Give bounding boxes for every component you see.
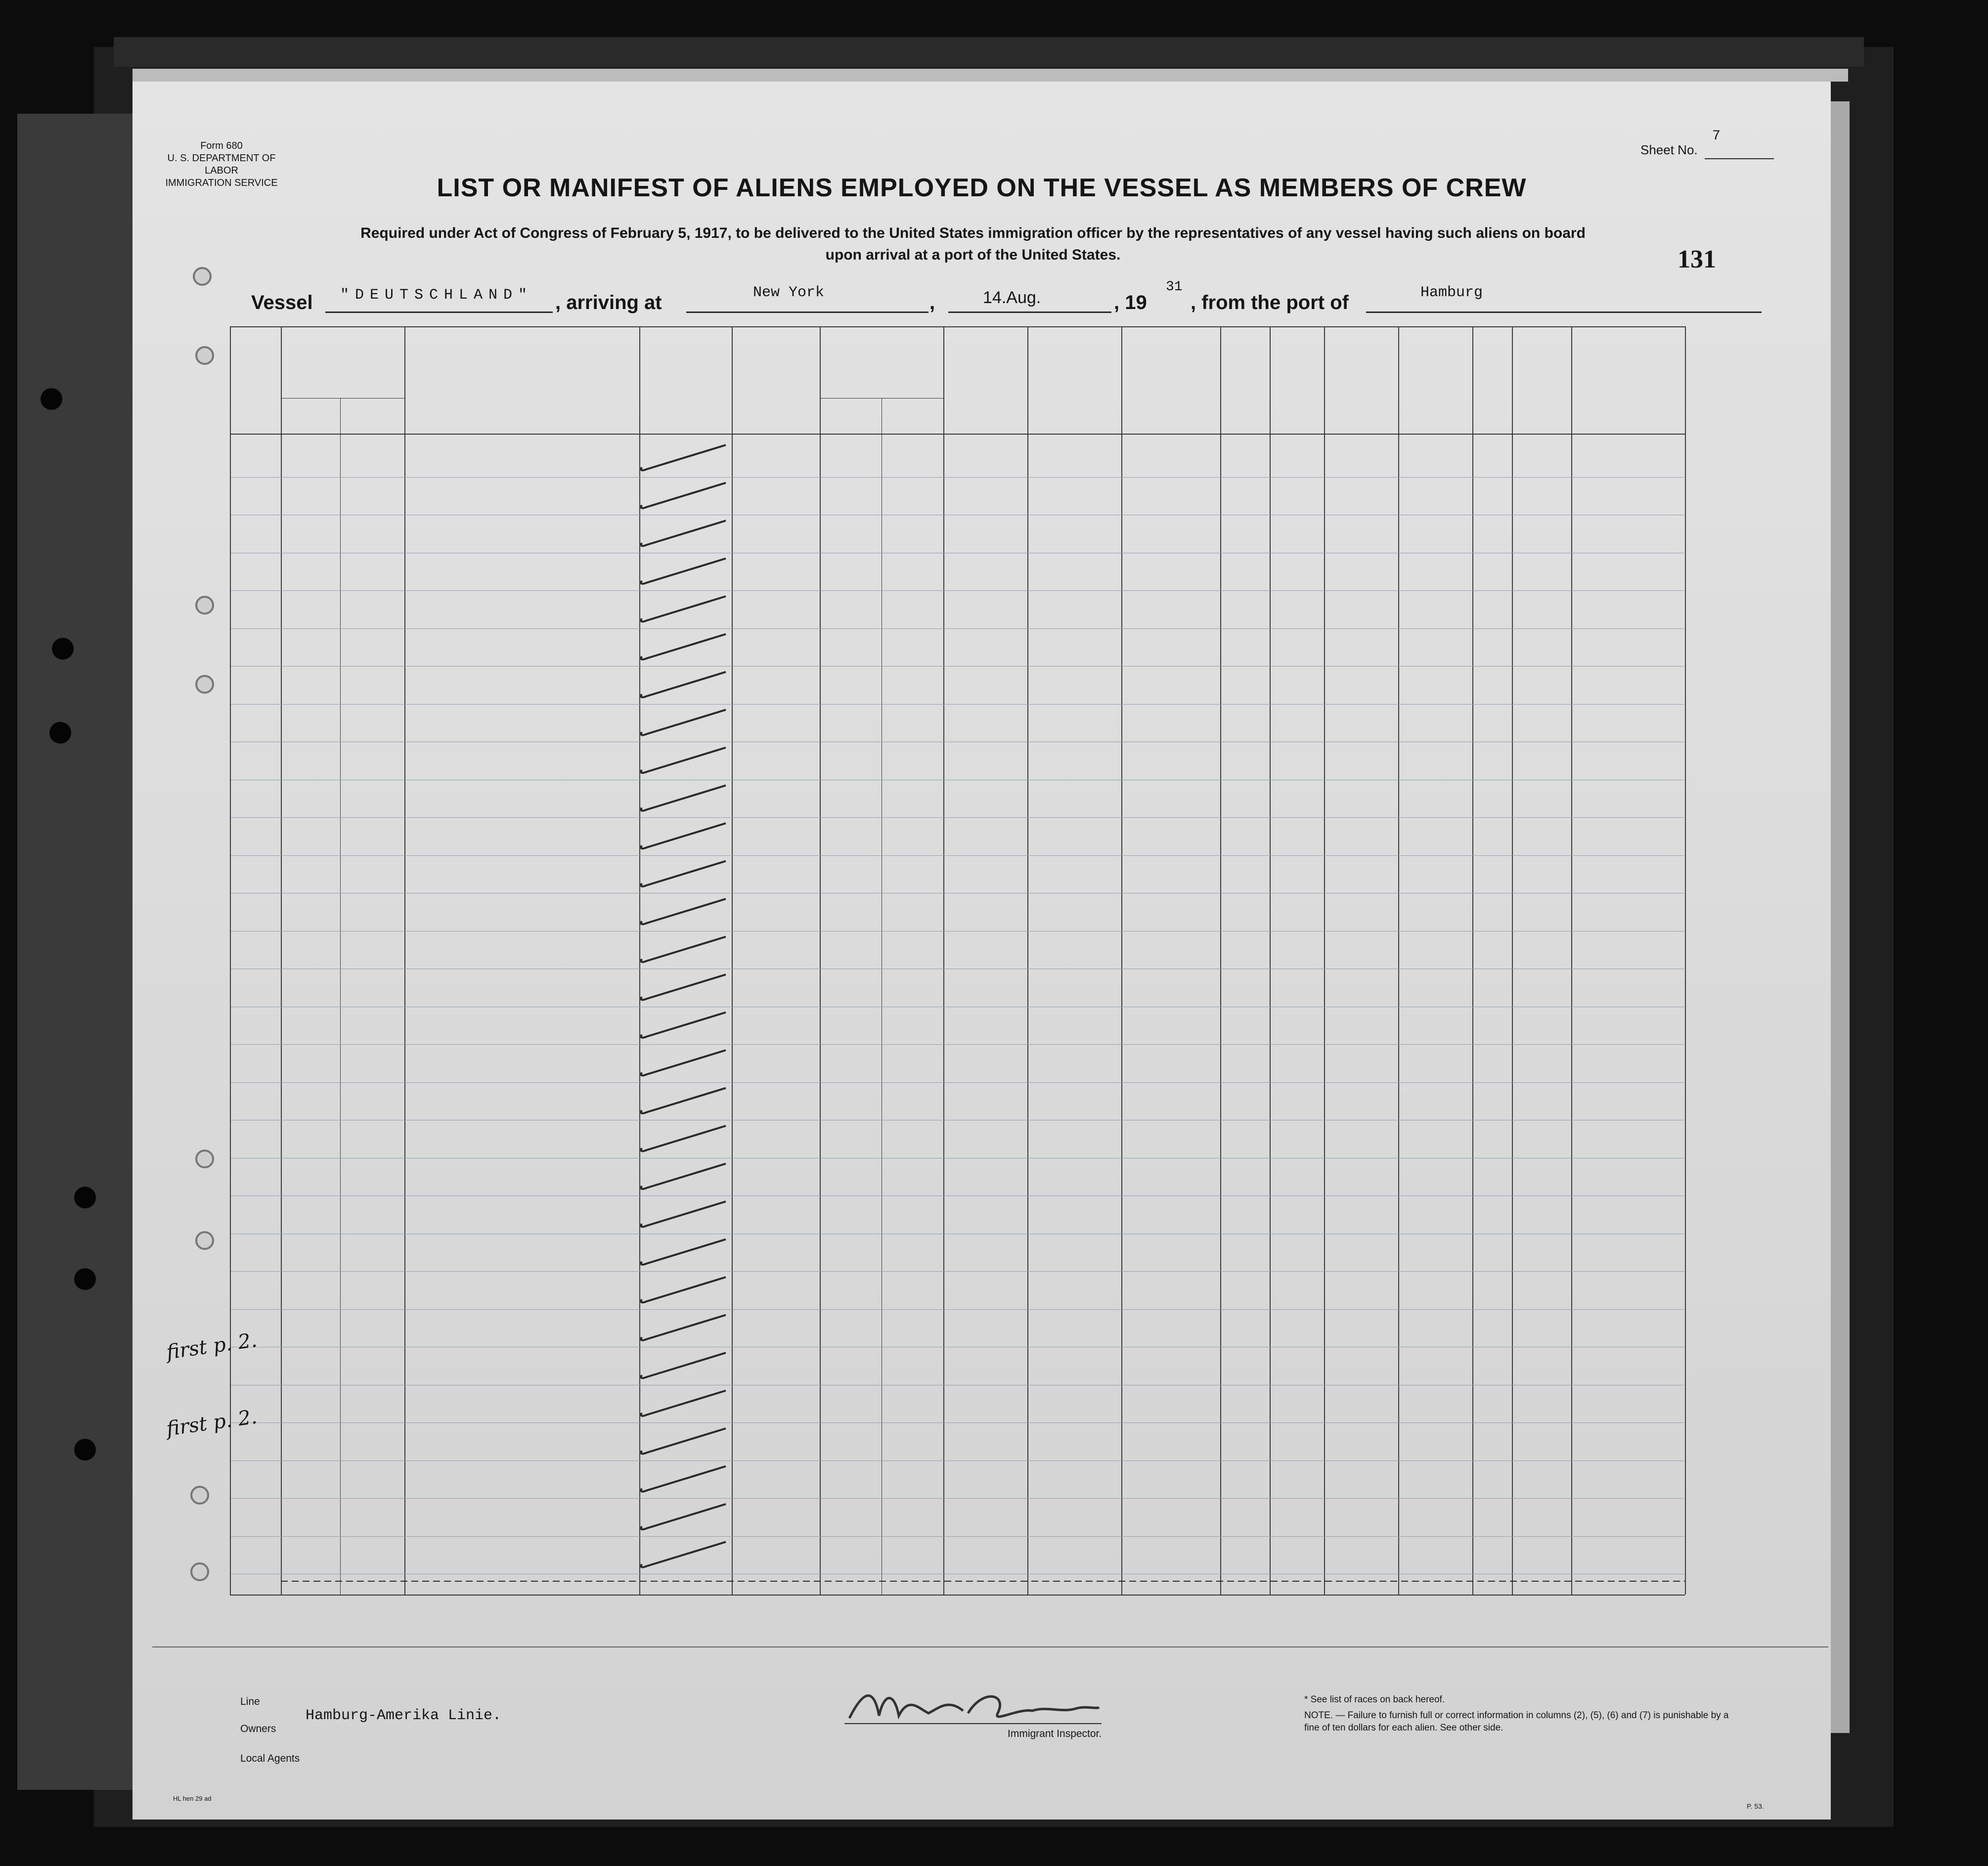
check-mark <box>641 445 726 470</box>
print-code: HL hen 29 ad <box>173 1795 212 1802</box>
row-rule <box>231 855 1684 856</box>
check-mark <box>641 1391 726 1416</box>
row-rule <box>231 817 1684 818</box>
column-divider <box>404 326 405 1595</box>
row-rule <box>231 590 1684 591</box>
check-mark <box>641 672 726 697</box>
row-rule <box>231 1271 1684 1272</box>
binder-ring <box>195 1231 214 1250</box>
date-comma: , <box>929 292 935 313</box>
back-sheet-2 <box>114 37 1864 67</box>
service: IMMIGRATION SERVICE <box>165 178 278 188</box>
requirement-text <box>241 222 1705 266</box>
department: U. S. DEPARTMENT OF LABOR <box>167 153 276 176</box>
check-mark <box>641 937 726 962</box>
check-mark <box>641 899 726 924</box>
year-prefix: , 19 <box>1114 292 1147 313</box>
binder-ring <box>190 1486 209 1505</box>
left-strip <box>17 114 136 1790</box>
check-mark <box>641 1466 726 1492</box>
inspector-label: Immigrant Inspector. <box>1008 1728 1102 1739</box>
requirement-line-2: upon arrival at a port of the United States. <box>825 247 1121 263</box>
inspector-underline <box>844 1723 1102 1724</box>
year-suffix: 31 <box>1166 279 1183 295</box>
column-divider <box>1512 326 1513 1595</box>
check-mark <box>641 1353 726 1378</box>
from-underline <box>1366 311 1762 313</box>
footer-divider <box>152 1646 1828 1647</box>
arriving-port: New York <box>753 284 825 301</box>
column-divider <box>230 326 231 1595</box>
page-code: P. 53. <box>1747 1802 1764 1810</box>
check-mark <box>641 823 726 848</box>
races-note: * See list of races on back hereof. <box>1304 1694 1445 1705</box>
column-divider <box>943 326 944 1595</box>
binder-hole <box>52 638 74 660</box>
check-mark <box>641 634 726 660</box>
row-rule <box>231 1309 1684 1310</box>
check-mark <box>641 1126 726 1151</box>
row-rule <box>231 477 1684 478</box>
binder-ring <box>195 596 214 615</box>
column-divider <box>281 326 282 1595</box>
row-rule <box>231 628 1684 629</box>
sheet-label: Sheet No. <box>1640 142 1698 157</box>
binder-hole <box>49 722 71 744</box>
table-top-line <box>230 326 1685 327</box>
from-label: , from the port of <box>1191 292 1349 313</box>
sheet-underline <box>1705 158 1774 159</box>
check-mark <box>641 596 726 622</box>
owners-value: Hamburg-Amerika Linie. <box>306 1707 502 1724</box>
binder-hole <box>74 1187 96 1208</box>
column-divider <box>1472 326 1473 1595</box>
binder-ring <box>195 1150 214 1168</box>
check-mark <box>641 1277 726 1302</box>
row-rule <box>231 1422 1684 1423</box>
check-mark <box>641 483 726 508</box>
binder-ring <box>190 1562 209 1581</box>
row-rule <box>231 931 1684 932</box>
check-mark <box>641 861 726 887</box>
row-rule <box>231 1082 1684 1083</box>
page-stamp: 131 <box>1678 245 1716 273</box>
date-underline <box>948 311 1111 313</box>
sheet-number: 7 <box>1712 129 1721 144</box>
check-mark <box>641 1542 726 1567</box>
row-rule <box>231 704 1684 705</box>
check-mark <box>641 1201 726 1227</box>
column-divider <box>1398 326 1399 1595</box>
local-agents-label: Local Agents <box>240 1753 300 1764</box>
binder-hole <box>74 1268 96 1290</box>
check-mark <box>641 1164 726 1189</box>
check-mark <box>641 1050 726 1075</box>
name-subhead-line <box>281 398 404 399</box>
form-number: Form 680 <box>200 140 243 151</box>
binder-hole <box>74 1439 96 1461</box>
check-mark <box>641 786 726 811</box>
manifest-sheet <box>133 82 1831 1820</box>
column-divider <box>1027 326 1028 1595</box>
requirement-line-1: Required under Act of Congress of February 5, 1917, to be delivered to the United States immigration officer by the representatives of any vessel having such aliens on board <box>360 225 1586 241</box>
binder-ring <box>193 267 212 286</box>
arriving-underline <box>686 311 928 313</box>
arriving-label: , arriving at <box>555 292 662 313</box>
vessel-label: Vessel <box>251 292 313 313</box>
table-header-line <box>230 434 1685 435</box>
check-mark <box>641 1428 726 1454</box>
check-mark <box>641 1088 726 1113</box>
check-mark <box>641 521 726 546</box>
margin-note-1: first p. 2. <box>165 1329 259 1364</box>
paper-edge-right <box>1831 101 1850 1733</box>
vessel-name: "DEUTSCHLAND" <box>340 287 533 304</box>
margin-note-2: first p. 2. <box>165 1405 259 1441</box>
binder-ring <box>195 346 214 365</box>
vessel-underline <box>325 311 553 313</box>
check-mark <box>641 1013 726 1038</box>
check-mark <box>641 975 726 1000</box>
check-mark <box>641 1240 726 1265</box>
owners-label: Owners <box>240 1723 276 1734</box>
binder-ring <box>195 675 214 694</box>
id-card-check-marks <box>632 435 859 1590</box>
row-rule <box>231 1536 1684 1537</box>
from-port: Hamburg <box>1420 284 1483 301</box>
column-divider <box>1685 326 1686 1595</box>
arrival-date: 14.Aug. <box>983 288 1041 307</box>
column-divider <box>1270 326 1271 1595</box>
row-rule <box>231 1498 1684 1499</box>
end-of-list-dashed-line <box>281 1581 1685 1582</box>
check-mark <box>641 1315 726 1340</box>
check-mark <box>641 559 726 584</box>
check-mark <box>641 748 726 773</box>
check-mark <box>641 710 726 735</box>
paper-edge-top <box>133 69 1848 82</box>
column-divider <box>1121 326 1122 1595</box>
table-bottom-line <box>230 1595 1685 1596</box>
column-divider <box>1324 326 1325 1595</box>
row-rule <box>231 1044 1684 1045</box>
check-mark <box>641 1504 726 1529</box>
column-divider <box>1571 326 1572 1595</box>
binder-hole <box>41 388 62 410</box>
penalty-note: NOTE. — Failure to furnish full or correct information in columns (2), (5), (6) and (7) is punishable by a fine of ten dollars for each alien. See other side. <box>1304 1710 1729 1733</box>
line-label: Line <box>240 1696 260 1707</box>
name-split-divider <box>340 398 341 1595</box>
column-divider <box>1220 326 1221 1595</box>
page-title: LIST OR MANIFEST OF ALIENS EMPLOYED ON THE VESSEL AS MEMBERS OF CREW <box>437 174 1527 202</box>
